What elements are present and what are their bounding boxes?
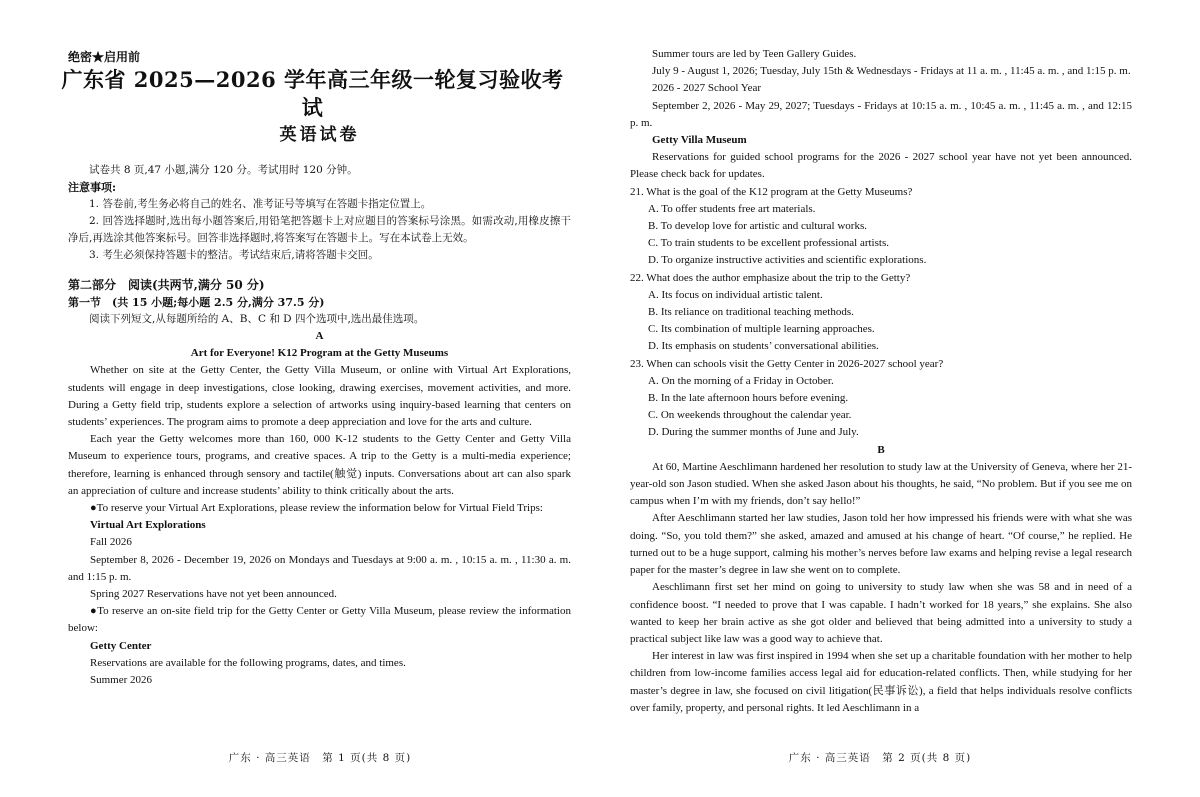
paragraph: Her interest in law was first inspired in 1994 when she set up a charitable foundation with her mother to help children from low-income families access legal aid for education-related conflicts. Then, while studying for her master’s degree in law, she focused on civil litigation(民事诉讼), a field that helps individuals resolve conflicts over family, property, and personal rights. It led Aeschlimann in a [630,650,1132,714]
answer-option: B. Its reliance on traditional teaching methods. [648,306,854,319]
question-stem: 23. When can schools visit the Getty Center in 2026-2027 school year? [630,357,944,370]
notes-title: 注意事项: [68,181,117,194]
schedule-text: September 8, 2026 - December 19, 2026 on Mondays and Tuesdays at 9:00 a. m. , 10:15 a. m. , 11:30 a. m. and 1:15 p. m. [68,553,571,583]
exam-info: 试卷共 8 页,47 小题,满分 120 分。考试用时 120 分钟。 [89,164,358,176]
schedule-text: Spring 2027 Reservations have not yet been announced. [90,588,337,601]
answer-option: B. To develop love for artistic and cultural works. [648,220,867,233]
section-title: 第一节 (共 15 小题;每小题 2.5 分,满分 37.5 分) [68,296,325,309]
answer-option: D. During the summer months of June and July. [648,426,859,439]
answer-option: D. Its emphasis on students’ conversational abilities. [648,340,879,353]
answer-option: C. To train students to be excellent professional artists. [648,237,889,250]
passage-title: Art for Everyone! K12 Program at the Getty Museums [190,347,449,360]
answer-option: B. In the late afternoon hours before evening. [648,392,849,405]
schedule-text: Reservations are available for the following programs, dates, and times. [90,656,406,669]
bullet-item: ●To reserve your Virtual Art Explorations, please review the information below for Virtual Field Trips: [90,502,543,515]
answer-option: C. On weekends throughout the calendar year. [648,409,852,422]
answer-option: A. On the morning of a Friday in October. [648,374,834,387]
subheading: Getty Center [90,639,152,652]
subheading: Getty Villa Museum [652,134,747,147]
confidential-mark: 绝密★启用前 [68,50,141,64]
paragraph: At 60, Martine Aeschlimann hardened her resolution to study law at the University of Geneva, where her 21-year-old son Jason studied. When she asked Jason about his thoughts, he said, “No problem. But if you see me on campus when I’m with my friends, don’t say hello!” [630,460,1132,508]
exam-title: 广东省 2025—2026 学年高三年级一轮复习验收考试 [61,67,564,120]
bullet-item: ●To reserve an on-site field trip for the Getty Center or Getty Villa Museum, please review the information below: [68,605,571,635]
answer-option: A. Its focus on individual artistic talent. [648,288,823,301]
season-label: Summer 2026 [90,674,153,687]
note-item: 3. 考生必须保持答题卡的整洁。考试结束后,请将答题卡交回。 [89,249,379,261]
paragraph: After Aeschlimann started her law studies, Jason told her how impressed his friends were with what she was doing. “So, you told them?” she asked, amazed and amused at his change of heart. “Of course,” he replied. He turned out to be a huge support, calming his mother’s nerves before law exams and helping revise a legal research paper for the master’s degree in law she went on to complete. [630,512,1132,577]
paragraph: Aeschlimann first set her mind on going to university to study law when she was 58 and in need of a confidence boost. “I needed to prove that I was capable. I hadn’t worked for 18 years,” she explains. She also wanted to keep her brain active as she got older and believed that being admitted into a university to study a practical subject like law was a good way to achieve that. [630,581,1132,645]
exam-subject: 英语试卷 [279,125,360,145]
answer-option: D. To organize instructive activities and scientific explorations. [648,254,927,267]
instruction: 阅读下列短文,从每题所给的 A、B、C 和 D 四个选项中,选出最佳选项。 [89,313,425,325]
schedule-text: September 2, 2026 - May 29, 2027; Tuesdays - Fridays at 10:15 a. m. , 10:45 a. m. , 11:45 a. m. , and 12:15 p. m. [630,99,1132,129]
passage-letter: A [315,330,324,342]
page-footer: 广东 · 高三英语 第 2 页(共 8 页) [788,752,972,764]
answer-option: A. To offer students free art materials. [648,202,816,215]
paragraph: Whether on site at the Getty Center, the Getty Villa Museum, or online with Virtual Art Explorations, students will engage in deep investigations, close looking, drawing exercises, movement activities, and more. During a Getty field trip, students explore a selection of artworks using inquiry-based learning that centers on students’ experiences. The program aims to promote a deep appreciation and love for the arts and culture. [68,364,571,429]
schedule-text: Reservations for guided school programs for the 2026 - 2027 school year have not yet been announced. Please check back for updates. [630,151,1132,181]
answer-option: C. Its combination of multiple learning approaches. [648,323,875,336]
schedule-text: July 9 - August 1, 2026; Tuesday, July 15th & Wednesdays - Fridays at 11 a. m. , 11:45 a. m. , and 1:15 p. m. [652,65,1131,78]
question-stem: 22. What does the author emphasize about the trip to the Getty? [630,271,911,284]
part-title: 第二部分 阅读(共两节,满分 50 分) [68,278,265,292]
season-label: Fall 2026 [90,536,132,549]
page-2 [600,0,1200,797]
season-label: 2026 - 2027 School Year [652,82,762,95]
question-stem: 21. What is the goal of the K12 program at the Getty Museums? [630,185,913,198]
paragraph: Each year the Getty welcomes more than 160, 000 K-12 students to the Getty Center and Getty Villa Museum to experience tours, programs, and creative spaces. A trip to the Getty is a multi-media experience; therefore, learning is enhanced through sensory and tactile(触觉) inputs. Conversations about art can also spark an appreciation of culture and increase students’ ability to think critically about the arts. [68,433,571,497]
schedule-text: Summer tours are led by Teen Gallery Guides. [652,48,857,60]
page-footer: 广东 · 高三英语 第 1 页(共 8 页) [228,752,412,764]
subheading: Virtual Art Explorations [90,519,206,532]
note-item: 2. 回答选择题时,选出每小题答案后,用铅笔把答题卡上对应题目的答案标号涂黑。如需改动,用橡皮擦干净后,再选涂其他答案标号。回答非选择题时,将答案写在答题卡上。写在本试卷上无效。 [68,215,571,244]
passage-letter: B [877,443,885,456]
note-item: 1. 答卷前,考生务必将自己的姓名、准考证号等填写在答题卡指定位置上。 [89,198,432,210]
